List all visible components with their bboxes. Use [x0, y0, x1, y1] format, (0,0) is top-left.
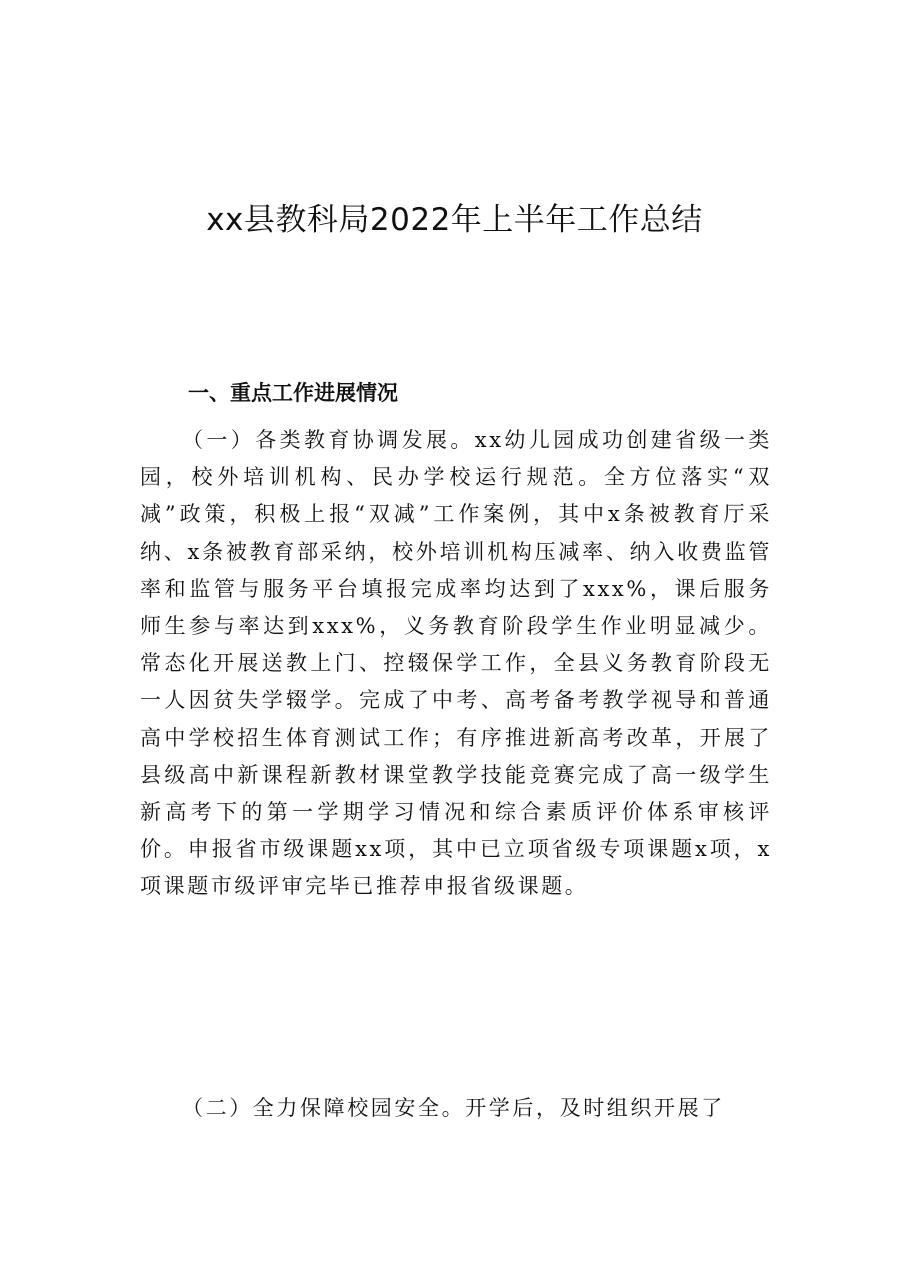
body-paragraph: （二）全力保障校园安全。开学后，及时组织开展了: [182, 1096, 725, 1120]
body-paragraph: （一）各类教育协调发展。xx幼儿园成功创建省级一类园，校外培训机构、民办学校运行规范。全方位落实“双减”政策，积极上报“双减”工作案例，其中x条被教育厅采纳、x条被教育部采纳，校外培训机构压减率、纳入收费监管率和监管与服务平台填报完成率均达到了xxx%，课后服务师生参与率达到xxx%，义务教育阶段学生作业明显减少。常态化开展送教上门、控辍保学工作，全县义务教育阶段无一人因贫失学辍学。完成了中考、高考备考教学视导和普通高中学校招生体育测试工作；有序推进新高考改革，开展了县级高中新课程新教材课堂教学技能竞赛完成了高一级学生新高考下的第一学期学习情况和综合素质评价体系审核评价。申报省市级课题xx项，其中已立项省级专项课题x项，x项课题市级评审完毕已推荐申报省级课题。: [140, 428, 772, 899]
section-heading: 一、重点工作进展情况: [188, 381, 398, 405]
document-title: xx县教科局2022年上半年工作总结: [206, 202, 703, 238]
